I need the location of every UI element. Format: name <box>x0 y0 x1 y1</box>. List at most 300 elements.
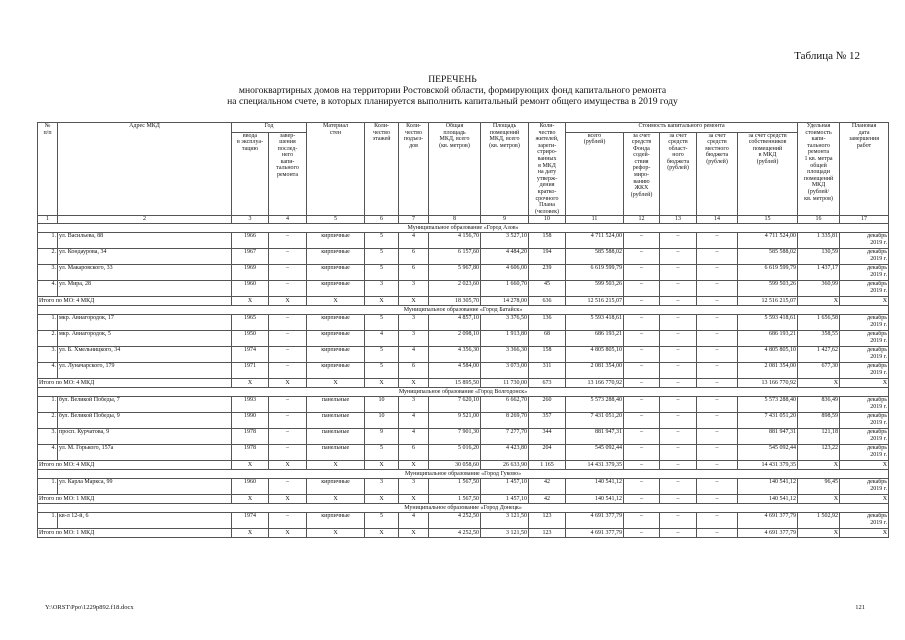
total-row <box>38 379 889 388</box>
total-label: Итого по МО: 4 МКД <box>38 461 232 470</box>
table-cell: 1. <box>38 479 58 495</box>
table-cell: 10 <box>365 397 399 413</box>
municipality-name: Муниципальное образование «Город Батайск» <box>38 306 889 315</box>
table-cell: 10 <box>365 413 399 429</box>
table-cell: 1 437,17 <box>798 265 840 281</box>
table-number: Таблица № 12 <box>794 50 860 62</box>
table-cell: 2. <box>38 249 58 265</box>
total-cell: X <box>269 297 307 306</box>
table-cell: 123 <box>529 513 566 529</box>
table-cell: 1. <box>38 233 58 249</box>
total-row <box>38 297 889 306</box>
table-cell: 140 541,12 <box>738 479 798 495</box>
table-cell: кирпичные <box>307 249 365 265</box>
total-row <box>38 461 889 470</box>
table-cell: 2 081 354,00 <box>738 363 798 379</box>
table-cell: кирпичные <box>307 479 365 495</box>
table-cell: – <box>624 363 660 379</box>
total-row <box>38 495 889 504</box>
total-cell: – <box>697 495 738 504</box>
table-cell: 5 <box>365 233 399 249</box>
table-cell: – <box>697 315 738 331</box>
header-entrances: Коли- чество подъез- дов <box>399 123 429 216</box>
table-cell: 6 619 599,79 <box>738 265 798 281</box>
total-cell: 26 633,90 <box>481 461 529 470</box>
total-cell: X <box>232 379 269 388</box>
column-number: 15 <box>738 216 798 224</box>
total-cell: – <box>660 461 697 470</box>
table-cell: 1967 <box>232 249 269 265</box>
table-cell: 4 <box>365 331 399 347</box>
table-cell: – <box>660 331 697 347</box>
table-cell: – <box>697 479 738 495</box>
table-cell: кирпичные <box>307 513 365 529</box>
table-cell: – <box>269 281 307 297</box>
table-cell: панельные <box>307 445 365 461</box>
table-row <box>38 479 889 495</box>
table-cell: 1 567,50 <box>429 479 481 495</box>
table-cell: 4 252,50 <box>429 513 481 529</box>
total-row <box>38 529 889 538</box>
table-cell: – <box>660 397 697 413</box>
total-cell: X <box>269 495 307 504</box>
table-cell: 3 <box>399 397 429 413</box>
table-cell: 585 588,02 <box>738 249 798 265</box>
table-cell: – <box>269 413 307 429</box>
total-cell: – <box>697 461 738 470</box>
header-floors: Коли- чество этажей <box>365 123 399 216</box>
total-cell: – <box>624 461 660 470</box>
table-cell: 677,30 <box>798 363 840 379</box>
total-cell: – <box>660 297 697 306</box>
column-number: 5 <box>307 216 365 224</box>
table-cell: – <box>624 233 660 249</box>
table-cell: – <box>624 265 660 281</box>
total-cell: – <box>624 297 660 306</box>
total-cell: X <box>232 297 269 306</box>
table-cell: 5 <box>365 363 399 379</box>
column-number: 10 <box>529 216 566 224</box>
total-cell: X <box>840 495 889 504</box>
column-number: 11 <box>566 216 624 224</box>
header-cost-local: за счет средств местного бюджета (рублей) <box>697 132 738 216</box>
table-cell: 881 947,31 <box>566 429 624 445</box>
table-cell: бул. Великой Победы, 7 <box>58 397 232 413</box>
total-cell: 12 516 215,07 <box>566 297 624 306</box>
table-cell: 1950 <box>232 331 269 347</box>
column-number: 14 <box>697 216 738 224</box>
table-cell: – <box>624 445 660 461</box>
column-number: 4 <box>269 216 307 224</box>
table-cell: декабрь 2019 г. <box>840 413 889 429</box>
table-cell: 7 431 051,20 <box>738 413 798 429</box>
table-cell: мкр. Авиагородок, 17 <box>58 315 232 331</box>
table-cell: – <box>269 397 307 413</box>
table-cell: 898,59 <box>798 413 840 429</box>
table-cell: 1974 <box>232 347 269 363</box>
table-cell: 204 <box>529 445 566 461</box>
total-cell: X <box>307 379 365 388</box>
table-cell: 1 335,81 <box>798 233 840 249</box>
table-cell: 3 <box>365 479 399 495</box>
total-cell: 3 121,50 <box>481 529 529 538</box>
table-cell: 3. <box>38 429 58 445</box>
table-cell: 4 805 805,10 <box>738 347 798 363</box>
total-cell: X <box>399 495 429 504</box>
table-cell: 4 857,10 <box>429 315 481 331</box>
table-cell: 239 <box>529 265 566 281</box>
total-cell: X <box>365 297 399 306</box>
total-cell: 14 431 379,35 <box>738 461 798 470</box>
column-number: 3 <box>232 216 269 224</box>
table-cell: 3 <box>399 281 429 297</box>
table-cell: 8 269,70 <box>481 413 529 429</box>
table-cell: кирпичные <box>307 331 365 347</box>
total-cell: X <box>307 495 365 504</box>
table-cell: – <box>660 363 697 379</box>
table-cell: ул. М. Горького, 157а <box>58 445 232 461</box>
table-cell: 7 901,30 <box>429 429 481 445</box>
header-year-commission: ввода в эксплуа- тацию <box>232 132 269 216</box>
total-cell: 18 305,70 <box>429 297 481 306</box>
table-cell: ул. Васильева, 88 <box>58 233 232 249</box>
header-cost-fund: за счет средств Фонда содей- ствия рефор- миро- ванию ЖКХ (рублей) <box>624 132 660 216</box>
table-cell: 2. <box>38 331 58 347</box>
header-year-overhaul: завер- шения послед- него капи- тального ремонта <box>269 132 307 216</box>
table-cell: декабрь 2019 г. <box>840 249 889 265</box>
table-cell: – <box>624 281 660 297</box>
table-cell: – <box>269 429 307 445</box>
table-row <box>38 413 889 429</box>
table-cell: 3 <box>399 315 429 331</box>
table-cell: 1965 <box>232 315 269 331</box>
table-cell: 7 620,10 <box>429 397 481 413</box>
total-cell: 30 058,60 <box>429 461 481 470</box>
table-cell: – <box>697 281 738 297</box>
header-repair-cost: Стоимость капитального ремонта <box>566 123 798 133</box>
total-cell: X <box>798 297 840 306</box>
municipality-name: Муниципальное образование «Город Гуково» <box>38 470 889 479</box>
table-cell: – <box>624 513 660 529</box>
table-cell: – <box>269 331 307 347</box>
municipality-section-header <box>38 470 889 479</box>
table-cell: ул. Б. Хмельницкого, 34 <box>58 347 232 363</box>
total-cell: X <box>269 461 307 470</box>
table-cell: 4 <box>399 233 429 249</box>
table-cell: 3 <box>399 331 429 347</box>
table-cell: декабрь 2019 г. <box>840 315 889 331</box>
table-cell: – <box>697 347 738 363</box>
table-cell: 194 <box>529 249 566 265</box>
table-cell: – <box>660 265 697 281</box>
table-cell: 3 366,30 <box>481 347 529 363</box>
column-number: 17 <box>840 216 889 224</box>
total-cell: X <box>232 495 269 504</box>
total-cell: X <box>399 297 429 306</box>
table-cell: – <box>697 331 738 347</box>
table-cell: 1 660,70 <box>481 281 529 297</box>
document-subtitle-line2: на специальном счете, в которых планируется выполнить капитальный ремонт общего имущества в 2019 году <box>227 96 678 107</box>
table-cell: декабрь 2019 г. <box>840 331 889 347</box>
table-cell: 9 521,00 <box>429 413 481 429</box>
column-number: 12 <box>624 216 660 224</box>
total-cell: – <box>697 379 738 388</box>
document-title: ПЕРЕЧЕНЬ <box>428 74 477 85</box>
header-unit-cost: Удельная стоимость капи- тального ремонта 1 кв. метра общей площади помещений МКД (рублей/ кв. метров) <box>798 123 840 216</box>
table-cell: кв-л 12-й, 6 <box>58 513 232 529</box>
table-row <box>38 445 889 461</box>
table-row <box>38 429 889 445</box>
table-cell: 5 <box>365 249 399 265</box>
column-number: 1 <box>38 216 58 224</box>
total-cell: X <box>399 461 429 470</box>
total-cell: X <box>798 461 840 470</box>
municipality-section-header <box>38 224 889 233</box>
table-cell: 260 <box>529 397 566 413</box>
table-cell: – <box>269 233 307 249</box>
total-cell: X <box>840 297 889 306</box>
municipality-section-header <box>38 504 889 513</box>
table-row <box>38 265 889 281</box>
table-cell: 5 <box>365 315 399 331</box>
table-cell: 1 656,58 <box>798 315 840 331</box>
table-cell: – <box>660 233 697 249</box>
table-cell: 545 092,44 <box>566 445 624 461</box>
table-cell: 3 527,10 <box>481 233 529 249</box>
total-cell: 636 <box>529 297 566 306</box>
table-cell: 140 541,12 <box>566 479 624 495</box>
table-row <box>38 363 889 379</box>
table-cell: кирпичные <box>307 265 365 281</box>
total-cell: – <box>624 379 660 388</box>
table-row <box>38 233 889 249</box>
table-cell: 1 427,62 <box>798 347 840 363</box>
table-cell: 1990 <box>232 413 269 429</box>
total-cell: X <box>840 461 889 470</box>
total-cell: X <box>840 379 889 388</box>
table-cell: 1. <box>38 513 58 529</box>
table-cell: 4 711 524,00 <box>738 233 798 249</box>
table-cell: 6 157,60 <box>429 249 481 265</box>
table-cell: – <box>697 233 738 249</box>
table-cell: 4 <box>399 347 429 363</box>
column-number: 13 <box>660 216 697 224</box>
total-label: Итого по МО: 1 МКД <box>38 529 232 538</box>
header-planned-date: Плановая дата завершения работ <box>840 123 889 216</box>
total-cell: 140 541,12 <box>566 495 624 504</box>
total-cell: X <box>232 529 269 538</box>
table-cell: – <box>269 479 307 495</box>
table-cell: – <box>269 445 307 461</box>
total-cell: 42 <box>529 495 566 504</box>
table-cell: 5 573 288,40 <box>566 397 624 413</box>
table-cell: 4 <box>399 413 429 429</box>
table-cell: декабрь 2019 г. <box>840 281 889 297</box>
table-cell: 686 193,21 <box>566 331 624 347</box>
table-cell: – <box>624 331 660 347</box>
total-cell: X <box>307 529 365 538</box>
total-cell: X <box>232 461 269 470</box>
file-path: Y:\ORST\Ppo\1229p892.f18.docx <box>45 604 134 611</box>
table-cell: 158 <box>529 347 566 363</box>
table-header <box>38 123 889 224</box>
table-cell: 3 073,00 <box>481 363 529 379</box>
municipality-section-header <box>38 306 889 315</box>
table-cell: – <box>660 249 697 265</box>
table-cell: 1960 <box>232 479 269 495</box>
municipality-name: Муниципальное образование «Город Донецк» <box>38 504 889 513</box>
table-cell: 5 967,80 <box>429 265 481 281</box>
municipality-name: Муниципальное образование «Город Волгодонск» <box>38 388 889 397</box>
table-cell: 4 584,00 <box>429 363 481 379</box>
table-cell: декабрь 2019 г. <box>840 445 889 461</box>
table-cell: 2 098,10 <box>429 331 481 347</box>
header-cost-total: всего (рублей) <box>566 132 624 216</box>
header-premises-area: Площадь помещений МКД, всего (кв. метров) <box>481 123 529 216</box>
table-cell: 358,55 <box>798 331 840 347</box>
table-cell: – <box>269 315 307 331</box>
table-cell: ул. Кондаурова, 34 <box>58 249 232 265</box>
table-cell: 1. <box>38 315 58 331</box>
table-cell: – <box>660 413 697 429</box>
total-label: Итого по МО: 4 МКД <box>38 297 232 306</box>
table-row <box>38 315 889 331</box>
table-cell: 5 016,20 <box>429 445 481 461</box>
table-cell: 836,49 <box>798 397 840 413</box>
table-row <box>38 347 889 363</box>
table-cell: – <box>697 363 738 379</box>
total-cell: – <box>660 379 697 388</box>
table-cell: 5 <box>365 513 399 529</box>
total-cell: 11 730,00 <box>481 379 529 388</box>
table-cell: 5 593 418,61 <box>738 315 798 331</box>
total-cell: X <box>307 461 365 470</box>
total-cell: X <box>365 529 399 538</box>
table-cell: – <box>697 249 738 265</box>
total-label: Итого по МО: 1 МКД <box>38 495 232 504</box>
total-cell: – <box>624 495 660 504</box>
table-cell: 1993 <box>232 397 269 413</box>
table-cell: бул. Великой Победы, 9 <box>58 413 232 429</box>
table-cell: 2 081 354,00 <box>566 363 624 379</box>
total-cell: X <box>798 379 840 388</box>
total-cell: X <box>798 529 840 538</box>
total-cell: 13 166 770,92 <box>738 379 798 388</box>
table-cell: – <box>269 513 307 529</box>
table-cell: 1 457,10 <box>481 479 529 495</box>
table-cell: 4 423,80 <box>481 445 529 461</box>
table-cell: панельные <box>307 413 365 429</box>
total-cell: X <box>798 495 840 504</box>
table-cell: ул. Мира, 28 <box>58 281 232 297</box>
table-cell: 5 <box>365 445 399 461</box>
table-cell: – <box>660 479 697 495</box>
total-cell: 14 431 379,35 <box>566 461 624 470</box>
table-cell: 68 <box>529 331 566 347</box>
column-number-row <box>38 216 889 224</box>
table-cell: 881 947,31 <box>738 429 798 445</box>
table-cell: – <box>624 249 660 265</box>
column-number: 8 <box>429 216 481 224</box>
total-cell: 12 516 215,07 <box>738 297 798 306</box>
table-cell: 96,45 <box>798 479 840 495</box>
table-cell: 4 606,00 <box>481 265 529 281</box>
table-cell: 6 662,70 <box>481 397 529 413</box>
table-cell: 158 <box>529 233 566 249</box>
total-cell: X <box>840 529 889 538</box>
table-cell: 4. <box>38 445 58 461</box>
table-cell: – <box>624 429 660 445</box>
table-cell: декабрь 2019 г. <box>840 479 889 495</box>
table-cell: 4 691 377,79 <box>738 513 798 529</box>
document-subtitle-line1: многоквартирных домов на территории Ростовской области, формирующих фонд капитального ремонта <box>238 85 667 96</box>
table-cell: 1974 <box>232 513 269 529</box>
header-cost-region: за счет средств област- ного бюджета (рублей) <box>660 132 697 216</box>
table-cell: 4 <box>399 429 429 445</box>
table-cell: – <box>697 397 738 413</box>
table-cell: 5 <box>365 265 399 281</box>
total-cell: X <box>365 495 399 504</box>
total-label: Итого по МО: 4 МКД <box>38 379 232 388</box>
table-cell: 1969 <box>232 265 269 281</box>
header-no: № п/п <box>38 123 58 216</box>
table-cell: 357 <box>529 413 566 429</box>
total-cell: 4 691 377,79 <box>738 529 798 538</box>
table-cell: ул. Луначарского, 179 <box>58 363 232 379</box>
table-cell: 1960 <box>232 281 269 297</box>
table-cell: 3. <box>38 265 58 281</box>
table-cell: 130,59 <box>798 249 840 265</box>
total-cell: X <box>399 529 429 538</box>
total-cell: 1 457,10 <box>481 495 529 504</box>
table-cell: 4 691 377,79 <box>566 513 624 529</box>
table-cell: 123,22 <box>798 445 840 461</box>
total-cell: 4 691 377,79 <box>566 529 624 538</box>
total-cell: 13 166 770,92 <box>566 379 624 388</box>
table-cell: 344 <box>529 429 566 445</box>
table-cell: 7 431 051,20 <box>566 413 624 429</box>
table-cell: 1 502,92 <box>798 513 840 529</box>
total-cell: 123 <box>529 529 566 538</box>
table-cell: 3 121,50 <box>481 513 529 529</box>
total-cell: X <box>365 379 399 388</box>
table-cell: 1978 <box>232 445 269 461</box>
table-cell: 585 588,02 <box>566 249 624 265</box>
table-cell: кирпичные <box>307 233 365 249</box>
total-cell: X <box>399 379 429 388</box>
column-number: 2 <box>58 216 232 224</box>
table-cell: 3 376,50 <box>481 315 529 331</box>
total-cell: 4 252,50 <box>429 529 481 538</box>
table-cell: декабрь 2019 г. <box>840 429 889 445</box>
table-row <box>38 513 889 529</box>
table-cell: 360,99 <box>798 281 840 297</box>
total-cell: – <box>660 529 697 538</box>
table-cell: 6 <box>399 249 429 265</box>
table-cell: 42 <box>529 479 566 495</box>
table-cell: 599 503,26 <box>738 281 798 297</box>
column-number: 7 <box>399 216 429 224</box>
table-cell: – <box>269 363 307 379</box>
table-cell: 9 <box>365 429 399 445</box>
table-cell: кирпичные <box>307 347 365 363</box>
municipality-name: Муниципальное образование «Город Азов» <box>38 224 889 233</box>
table-cell: 4 711 524,00 <box>566 233 624 249</box>
table-cell: панельные <box>307 429 365 445</box>
table-cell: 45 <box>529 281 566 297</box>
table-cell: 686 193,21 <box>738 331 798 347</box>
total-cell: X <box>307 297 365 306</box>
